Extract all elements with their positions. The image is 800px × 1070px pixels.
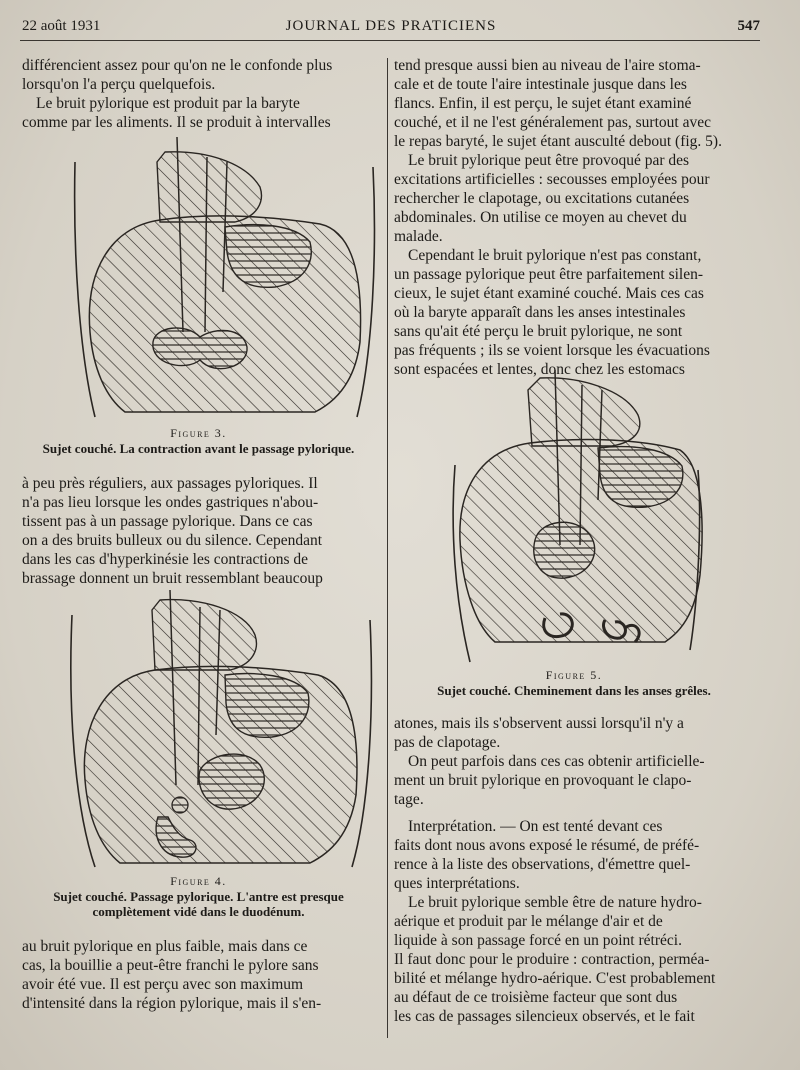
text-line: On peut parfois dans ces cas obtenir artificielle-	[408, 753, 705, 770]
figure-3-caption	[22, 426, 375, 456]
left-paragraph-3	[22, 474, 375, 588]
text-line: couché, et il ne l'est généralement pas, surtout avec	[394, 114, 711, 131]
text-line: aérique et produit par le mélange d'air et de	[394, 913, 663, 930]
text-line: tend presque aussi bien au niveau de l'aire stoma-	[394, 57, 701, 74]
text-line: brassage donnent un bruit ressemblant beaucoup	[22, 570, 323, 587]
text-line: malade.	[394, 228, 443, 245]
header-page-number: 547	[737, 18, 760, 34]
left-paragraph-4	[22, 937, 375, 1013]
text-line: cieux, le sujet étant examiné couché. Mais ces cas	[394, 285, 704, 302]
figure-5-caption-text: Sujet couché. Cheminement dans les anses grêles.	[437, 683, 711, 698]
text-line: faits dont nous avons exposé le résumé, de préfé-	[394, 837, 700, 854]
text-line: avoir été vue. Il est perçu avec son maximum	[22, 976, 304, 993]
text-line: au défaut de ce troisième facteur que sont dus	[394, 989, 678, 1006]
text-line: Le bruit pylorique semble être de nature hydro-	[408, 894, 702, 911]
text-line: Le bruit pylorique est produit par la baryte	[36, 95, 300, 112]
text-line: abdominales. On utilise ce moyen au chevet du	[394, 209, 687, 226]
text-line: n'a pas lieu lorsque les ondes gastriques n'abou-	[22, 494, 319, 511]
text-line: tissent pas à un passage pylorique. Dans ce cas	[22, 513, 313, 530]
text-line: liquide à son passage forcé en un point rétréci.	[394, 932, 682, 949]
text-line: Cependant le bruit pylorique n'est pas constant,	[408, 247, 702, 264]
text-line: sont espacées et lentes, donc chez les estomacs	[394, 361, 685, 378]
page-header	[22, 18, 760, 40]
figure-5-caption	[394, 668, 754, 698]
text-line: lorsqu'on l'a perçu quelquefois.	[22, 76, 216, 93]
figure-4-caption-line-2: complètement vidé dans le duodénum.	[92, 904, 305, 919]
text-line: cas, la bouillie a peut-être franchi le pylore sans	[22, 957, 319, 974]
figure-4-label: Figure 4.	[170, 874, 227, 888]
text-line: cale et de toute l'aire intestinale jusque dans les	[394, 76, 687, 93]
text-line: ment un bruit pylorique en provoquant le clapo-	[394, 772, 692, 789]
right-paragraph-1	[394, 56, 754, 379]
right-paragraph-interpretation	[394, 817, 754, 1026]
text-line: à peu près réguliers, aux passages pyloriques. Il	[22, 475, 318, 492]
text-line: rechercher le clapotage, ou excitations cutanées	[394, 190, 690, 207]
text-line: comme par les aliments. Il se produit à intervalles	[22, 114, 331, 131]
section-heading-line: Interprétation. — On est tenté devant ces	[408, 818, 663, 835]
figure-3-illustration	[65, 132, 385, 422]
text-line: les cas de passages silencieux observés, et le fait	[394, 1008, 695, 1025]
text-line: ques interprétations.	[394, 875, 520, 892]
figure-3-label: Figure 3.	[170, 426, 227, 440]
header-journal-title: JOURNAL DES PRATICIENS	[285, 18, 497, 34]
figure-5-illustration	[440, 370, 760, 665]
text-line: pas fréquents ; ils se voient lorsque les évacuations	[394, 342, 710, 359]
left-paragraph-1	[22, 56, 375, 132]
text-line: tage.	[394, 791, 424, 808]
text-line: différencient assez pour qu'on ne le confonde plus	[22, 57, 333, 74]
text-line: dans les cas d'hyperkinésie les contractions de	[22, 551, 309, 568]
text-line: au bruit pylorique en plus faible, mais dans ce	[22, 938, 308, 955]
right-paragraph-4	[394, 714, 754, 809]
figure-4-caption	[22, 874, 375, 919]
text-line: excitations artificielles : secousses employées pour	[394, 171, 710, 188]
header-rule	[20, 40, 760, 41]
text-line: Il faut donc pour le produire : contraction, perméa-	[394, 951, 710, 968]
text-line: bilité et mélange hydro-aérique. C'est probablement	[394, 970, 716, 987]
text-line: le repas baryté, le sujet étant ausculté debout (fig. 5).	[394, 133, 722, 150]
figure-4-illustration	[60, 585, 380, 870]
figure-5-label: Figure 5.	[545, 668, 603, 682]
text-line: d'intensité dans la région pylorique, mais il s'en-	[22, 995, 322, 1012]
text-line: sans qu'ait été perçu le bruit pylorique, ne sont	[394, 323, 683, 340]
header-date: 22 août 1931	[22, 18, 101, 34]
text-line: flancs. Enfin, il est perçu, le sujet étant examiné	[394, 95, 692, 112]
text-line: Le bruit pylorique peut être provoqué par des	[408, 152, 690, 169]
figure-3-caption-text: Sujet couché. La contraction avant le passage pylorique.	[42, 441, 355, 456]
text-line: rence à la liste des observations, d'émettre quel-	[394, 856, 691, 873]
text-line: on a des bruits bulleux ou du silence. Cependant	[22, 532, 323, 549]
figure-4-caption-line-1: Sujet couché. Passage pylorique. L'antre est presque	[53, 889, 344, 904]
text-line: pas de clapotage.	[394, 734, 501, 751]
column-divider	[387, 58, 388, 1038]
text-line: un passage pylorique peut être parfaitement silen-	[394, 266, 704, 283]
text-line: atones, mais ils s'observent aussi lorsqu'il n'y a	[394, 715, 684, 732]
text-line: où la baryte apparaît dans les anses intestinales	[394, 304, 686, 321]
